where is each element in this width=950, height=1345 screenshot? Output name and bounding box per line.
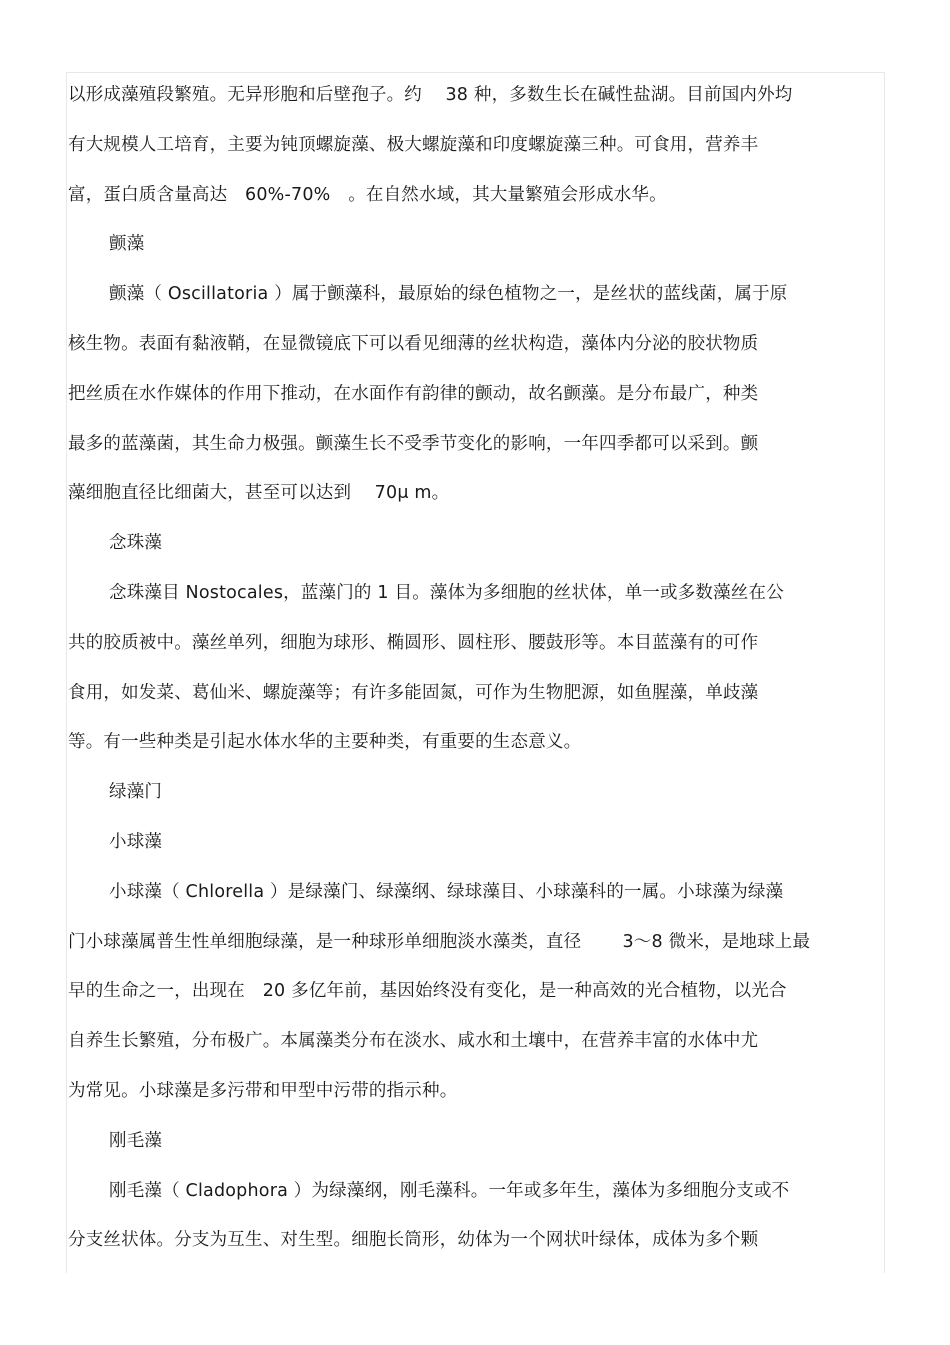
text-line: 念珠藻目 Nostocales，蓝藻门的 1 目。藻体为多细胞的丝状体，单一或多数藻丝在公 bbox=[109, 582, 784, 603]
text-line: 最多的蓝藻菌，其生命力极强。颤藻生长不受季节变化的影响，一年四季都可以采到。颤 bbox=[68, 433, 759, 454]
section-heading: 小球藻 bbox=[109, 831, 163, 852]
text-line: 食用，如发菜、葛仙米、螺旋藻等；有许多能固氮，可作为生物肥源，如鱼腥藻，单歧藻 bbox=[68, 682, 759, 703]
text-line: 等。有一些种类是引起水体水华的主要种类，有重要的生态意义。 bbox=[68, 732, 582, 753]
section-heading: 颤藻 bbox=[109, 234, 145, 255]
document-body bbox=[68, 80, 883, 1275]
text-line: 共的胶质被中。藻丝单列，细胞为球形、椭圆形、圆柱形、腰鼓形等。本目蓝藻有的可作 bbox=[68, 632, 759, 653]
text-line: 富，蛋白质含量高达 60%-70% 。在自然水域，其大量繁殖会形成水华。 bbox=[68, 184, 667, 205]
text-line: 门小球藻属普生性单细胞绿藻，是一种球形单细胞淡水藻类，直径 3～8 微米，是地球上最 bbox=[68, 931, 811, 952]
text-line: 藻细胞直径比细菌大，甚至可以达到 70μ m。 bbox=[68, 483, 450, 504]
text-line: 有大规模人工培育，主要为钝顶螺旋藻、极大螺旋藻和印度螺旋藻三种。可食用，营养丰 bbox=[68, 134, 759, 155]
text-line: 把丝质在水作媒体的作用下推动，在水面作有韵律的颤动，故名颤藻。是分布最广，种类 bbox=[68, 383, 759, 404]
text-line: 早的生命之一，出现在 20 多亿年前，基因始终没有变化，是一种高效的光合植物，以光合 bbox=[68, 981, 787, 1002]
text-line: 颤藻（ Oscillatoria ）属于颤藻科，最原始的绿色植物之一，是丝状的蓝线菌，属于原 bbox=[109, 284, 788, 305]
text-line: 自养生长繁殖，分布极广。本属藻类分布在淡水、咸水和土壤中，在营养丰富的水体中尤 bbox=[68, 1031, 759, 1052]
text-line: 以形成藻殖段繁殖。无异形胞和后壁孢子。约 38 种，多数生长在碱性盐湖。目前国内外均 bbox=[68, 85, 793, 105]
text-line: 分支丝状体。分支为互生、对生型。细胞长筒形，幼体为一个网状叶绿体，成体为多个颗 bbox=[68, 1230, 759, 1251]
text-line: 核生物。表面有黏液鞘，在显微镜底下可以看见细薄的丝状构造，藻体内分泌的胶状物质 bbox=[68, 333, 759, 354]
text-line: 刚毛藻（ Cladophora ）为绿藻纲，刚毛藻科。一年或多年生，藻体为多细胞分支或不 bbox=[109, 1180, 790, 1201]
section-heading: 念珠藻 bbox=[109, 533, 163, 554]
text-line: 小球藻（ Chlorella ）是绿藻门、绿藻纲、绿球藻目、小球藻科的一属。小球藻为绿藻 bbox=[109, 881, 784, 902]
text-line: 为常见。小球藻是多污带和甲型中污带的指示种。 bbox=[68, 1080, 458, 1101]
section-heading: 绿藻门 bbox=[109, 782, 163, 803]
section-heading: 刚毛藻 bbox=[109, 1130, 163, 1151]
